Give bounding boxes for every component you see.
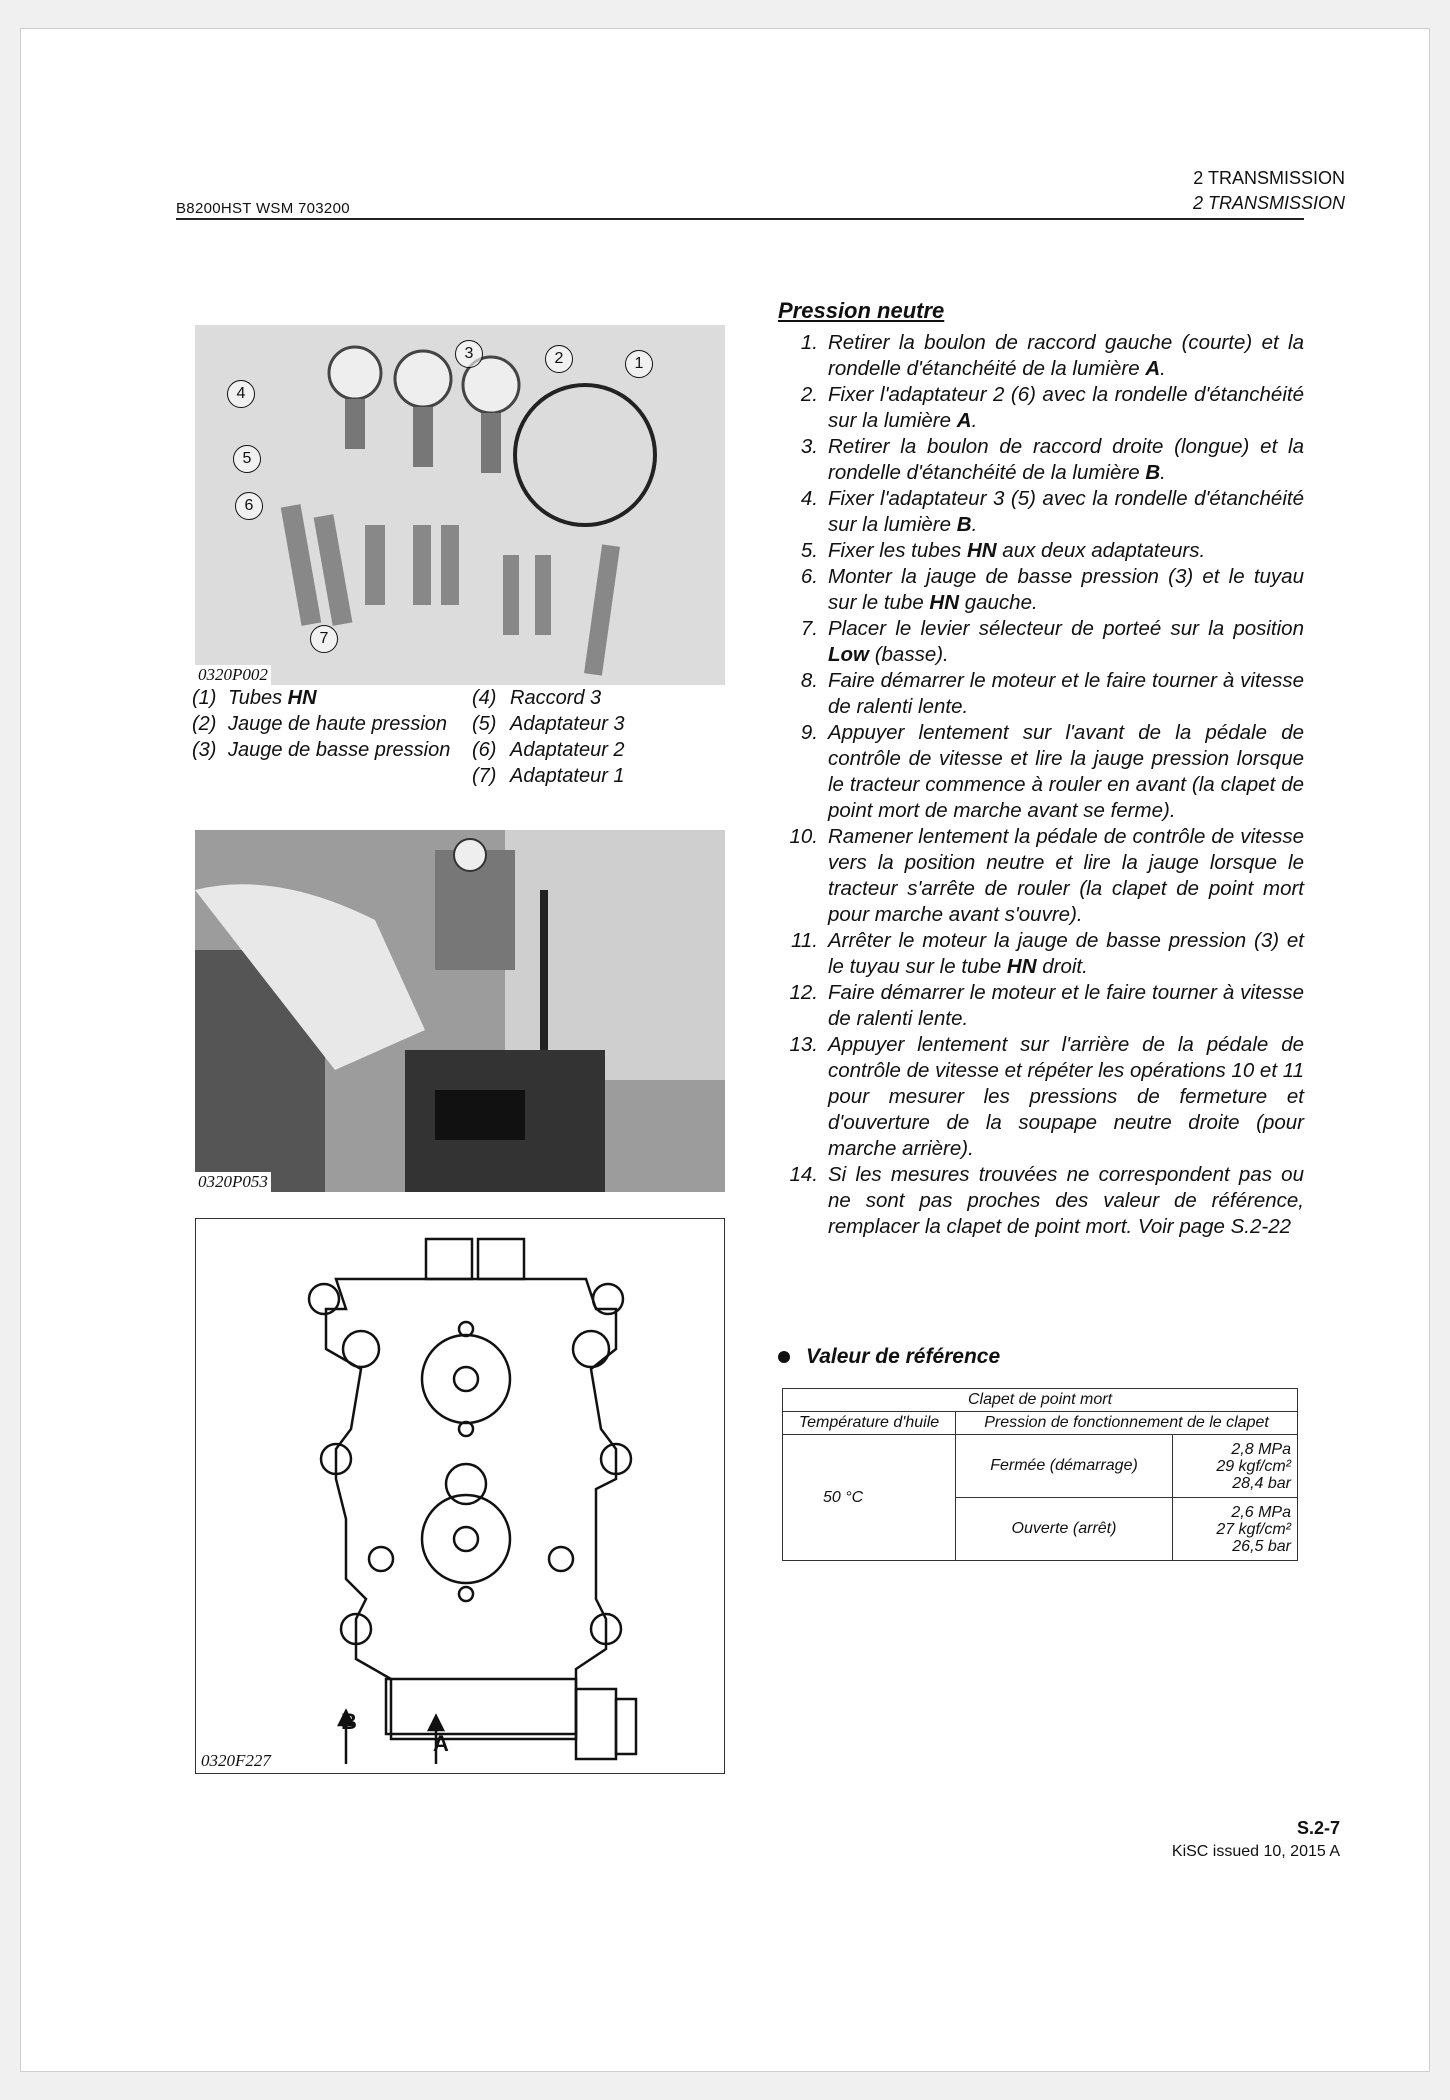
caption-item: (5) Adaptateur 3 (472, 713, 625, 735)
procedure-step (778, 1162, 1304, 1240)
step-text: Fixer l'adaptateur 2 (6) avec la rondelle d'étanchéité sur la lumière A. (828, 383, 1304, 432)
callout-4: 4 (227, 380, 255, 408)
caption-left (192, 685, 452, 763)
procedure-step (778, 382, 1304, 434)
step-text: Appuyer lentement sur l'avant de la pédale de contrôle de vitesse et lire la jauge pression lorsque le tracteur commence à rouler en avant (la clapet de point mort de marche avant se ferme). (828, 721, 1304, 822)
callout-2: 2 (545, 345, 573, 373)
caption-item: (1) Tubes HN (192, 687, 317, 709)
table-row (783, 1389, 1298, 1412)
procedure-step (778, 434, 1304, 486)
figure-code: 0320P053 (195, 1172, 271, 1192)
step-number: 5. (800, 539, 818, 562)
procedure-step (778, 824, 1304, 928)
procedure-step (778, 538, 1304, 564)
step-number: 14. (789, 1163, 818, 1186)
port-a-label: A (433, 1731, 449, 1756)
step-text: Monter la jauge de basse pression (3) et le tuyau sur le tube HN gauche. (828, 565, 1304, 614)
step-number: 3. (800, 435, 818, 458)
page-number: S.2-7 (1296, 1818, 1340, 1838)
step-text: Appuyer lentement sur l'arrière de la pédale de contrôle de vitesse et répéter les opérations 10 et 11 pour mesurer les pressions de fermeture et d'ouverture de la soupape neutre droite (pour marche arrière). (828, 1033, 1304, 1160)
step-number: 10. (789, 825, 818, 848)
step-number: 6. (800, 565, 818, 588)
step-text: Placer le levier sélecteur de porteé sur la position Low (basse). (828, 617, 1304, 666)
step-number: 7. (800, 617, 818, 640)
step-text: Fixer les tubes HN aux deux adaptateurs. (828, 539, 1206, 562)
callout-6: 6 (235, 492, 263, 520)
step-number: 1. (800, 331, 818, 354)
procedure-step (778, 486, 1304, 538)
bullet-icon (778, 1351, 790, 1363)
callout-7: 7 (310, 625, 338, 653)
caption-right (472, 685, 722, 789)
table-header: Température d'huile (783, 1412, 956, 1435)
step-number: 8. (800, 669, 818, 692)
table-cell: 50 °C (783, 1435, 956, 1561)
issue-note: KiSC issued 10, 2015 A (1171, 1843, 1340, 1860)
caption-item: (6) Adaptateur 2 (472, 739, 625, 761)
procedure-step (778, 720, 1304, 824)
section-header: 2 TRANSMISSION (1193, 168, 1345, 188)
operator-illustration (195, 830, 725, 1192)
step-list (778, 330, 1304, 1240)
caption-item: (3) Jauge de basse pression (192, 739, 451, 761)
valve-diagram (195, 1218, 725, 1774)
procedure-step (778, 980, 1304, 1032)
procedure-step (778, 668, 1304, 720)
reference-heading: Valeur de référence (778, 1345, 1000, 1369)
port-b-label: B (341, 1709, 357, 1734)
step-text: Arrêter le moteur la jauge de basse pression (3) et le tuyau sur le tube HN droit. (828, 929, 1304, 978)
callout-3: 3 (455, 340, 483, 368)
step-text: Faire démarrer le moteur et le faire tourner à vitesse de ralenti lente. (828, 981, 1304, 1030)
operator-photo (195, 830, 725, 1192)
section-header-italic: 2 TRANSMISSION (1192, 193, 1345, 213)
procedure-step (778, 616, 1304, 668)
callout-5: 5 (233, 445, 261, 473)
doc-code: B8200HST WSM 703200 (176, 200, 350, 217)
step-text: Si les mesures trouvées ne correspondent pas ou ne sont pas proches des valeur de référence, remplacer la clapet de point mort. Voir page S.2-22 (828, 1163, 1304, 1238)
tools-illustration (195, 325, 725, 685)
table-header: Pression de fonctionnement de le clapet (956, 1412, 1298, 1435)
step-number: 9. (800, 721, 818, 744)
caption-item: (2) Jauge de haute pression (192, 713, 448, 735)
step-text: Fixer l'adaptateur 3 (5) avec la rondelle d'étanchéité sur la lumière B. (828, 487, 1304, 536)
table-cell: Ouverte (arrêt) (956, 1498, 1173, 1561)
step-text: Faire démarrer le moteur et le faire tourner à vitesse de ralenti lente. (828, 669, 1304, 718)
step-number: 4. (800, 487, 818, 510)
figure-code: 0320P002 (195, 665, 271, 685)
valve-drawing (196, 1219, 723, 1772)
step-number: 12. (789, 981, 818, 1004)
reference-table (782, 1388, 1298, 1561)
callout-1: 1 (625, 350, 653, 378)
table-cell: 2,8 MPa 29 kgf/cm² 28,4 bar (1173, 1435, 1298, 1498)
caption-item: (4) Raccord 3 (472, 687, 602, 709)
table-title: Clapet de point mort (783, 1389, 1298, 1412)
procedure-step (778, 564, 1304, 616)
step-text: Ramener lentement la pédale de contrôle de vitesse vers la position neutre et lire la jauge lorsque le tracteur s'arrête de rouler (la clapet de point mort pour marche avant s'ouvre). (828, 825, 1304, 926)
step-text: Retirer la boulon de raccord gauche (courte) et la rondelle d'étanchéité de la lumière A. (828, 331, 1304, 380)
tools-photo (195, 325, 725, 685)
header-rule (176, 218, 1304, 220)
step-number: 11. (791, 929, 818, 952)
step-number: 2. (800, 383, 818, 406)
step-number: 13. (789, 1033, 818, 1056)
table-row (783, 1435, 1298, 1498)
procedure-step (778, 928, 1304, 980)
table-row (783, 1412, 1298, 1435)
section-title: Pression neutre (778, 298, 945, 323)
figure-code: 0320F227 (198, 1751, 274, 1771)
procedure-step (778, 1032, 1304, 1162)
step-text: Retirer la boulon de raccord droite (longue) et la rondelle d'étanchéité de la lumière B. (828, 435, 1304, 484)
caption-item: (7) Adaptateur 1 (472, 765, 625, 787)
table-cell: Fermée (démarrage) (956, 1435, 1173, 1498)
procedure-step (778, 330, 1304, 382)
table-cell: 2,6 MPa 27 kgf/cm² 26,5 bar (1173, 1498, 1298, 1561)
